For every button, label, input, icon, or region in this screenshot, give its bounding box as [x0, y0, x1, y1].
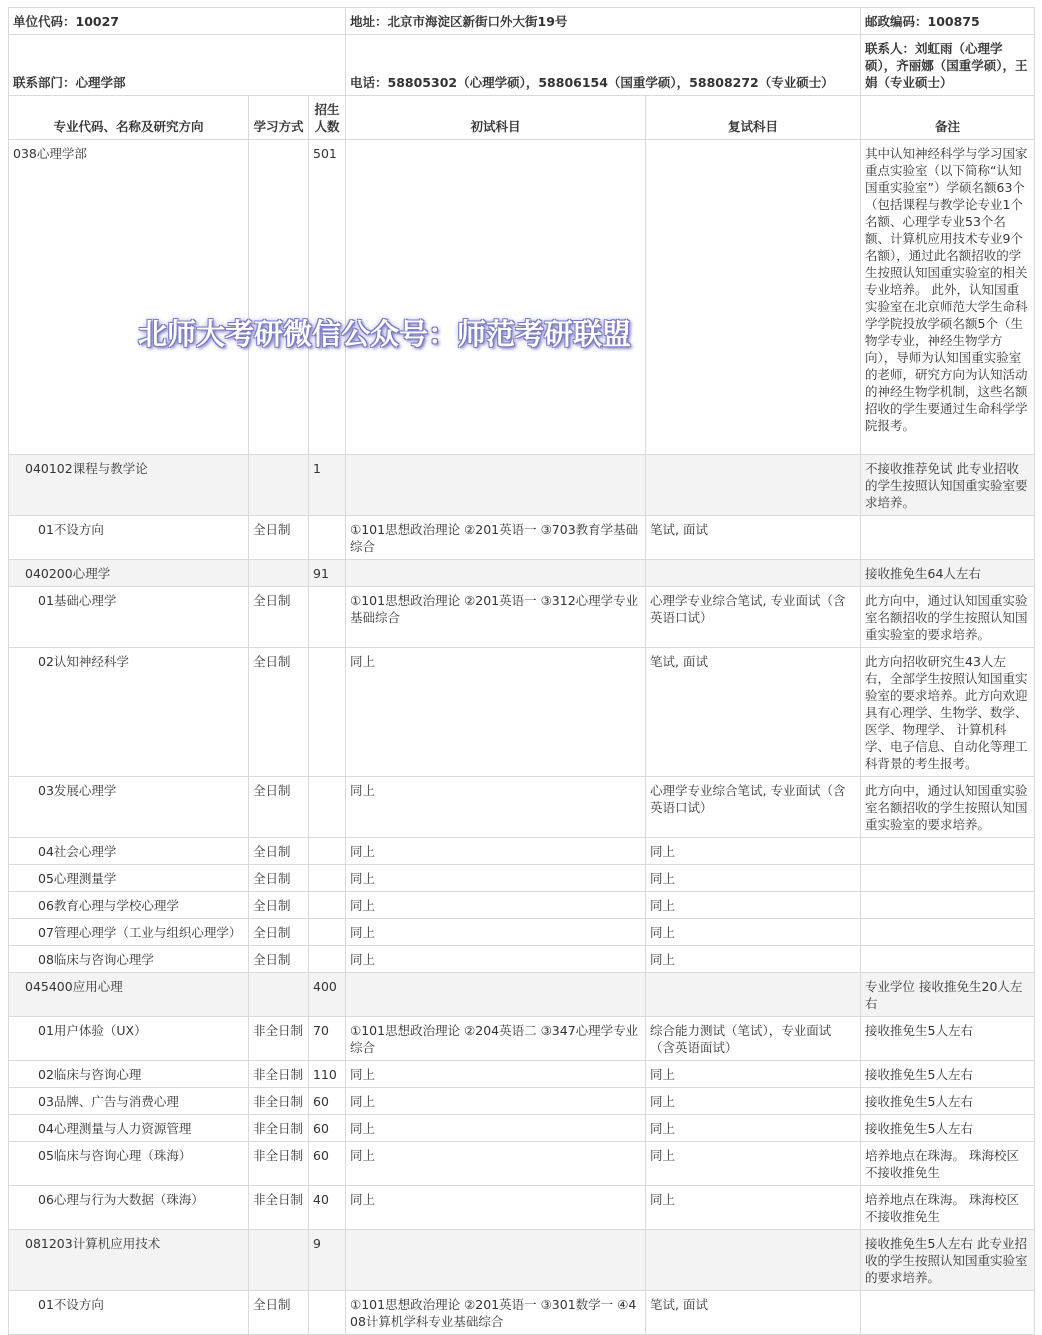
cell-remark: 接收推免生5人左右 此专业招收的学生按照认知国重实验室的要求培养。 — [861, 1230, 1035, 1291]
table-row — [9, 865, 1035, 892]
cell-quota — [309, 648, 346, 777]
table-row — [9, 1291, 1035, 1335]
cell-mode: 全日制 — [249, 648, 309, 777]
cell-first-exam: 同上 — [346, 892, 646, 919]
contact-dept: 联系部门：心理学部 — [9, 35, 346, 96]
cell-second-exam: 同上 — [646, 1186, 861, 1230]
cell-remark: 此方向中，通过认知国重实验室名额招收的学生按照认知国重实验室的要求培养。 — [861, 777, 1035, 838]
cell-quota — [309, 587, 346, 648]
table-row — [9, 1142, 1035, 1186]
cell-first-exam: 同上 — [346, 1186, 646, 1230]
cell-major: 01基础心理学 — [9, 587, 249, 648]
table-row — [9, 560, 1035, 587]
table-row — [9, 1017, 1035, 1061]
cell-mode: 全日制 — [249, 587, 309, 648]
cell-mode: 非全日制 — [249, 1186, 309, 1230]
cell-second-exam: 同上 — [646, 1115, 861, 1142]
header-row-1 — [9, 8, 1035, 35]
table-row — [9, 455, 1035, 516]
cell-mode: 非全日制 — [249, 1142, 309, 1186]
watermark-text: 北师大考研微信公众号：师范考研联盟 — [138, 317, 632, 351]
cell-quota: 400 — [309, 973, 346, 1017]
cell-mode: 全日制 — [249, 865, 309, 892]
cell-major: 06心理与行为大数据（珠海） — [9, 1186, 249, 1230]
cell-second-exam — [646, 973, 861, 1017]
cell-major: 081203计算机应用技术 — [9, 1230, 249, 1291]
cell-quota — [309, 777, 346, 838]
cell-remark: 不接收推荐免试 此专业招收的学生按照认知国重实验室要求培养。 — [861, 455, 1035, 516]
col-quota: 招生人数 — [309, 96, 346, 140]
cell-remark — [861, 892, 1035, 919]
table-row — [9, 1115, 1035, 1142]
cell-quota — [309, 919, 346, 946]
cell-first-exam: 同上 — [346, 865, 646, 892]
cell-mode: 全日制 — [249, 516, 309, 560]
table-row — [9, 973, 1035, 1017]
cell-major: 038心理学部 — [9, 140, 249, 455]
cell-first-exam: 同上 — [346, 919, 646, 946]
admissions-table — [8, 7, 1035, 1335]
cell-remark: 培养地点在珠海。 珠海校区不接收推免生 — [861, 1142, 1035, 1186]
cell-second-exam: 笔试, 面试 — [646, 1291, 861, 1335]
cell-remark: 此方向招收研究生43人左右，全部学生按照认知国重实验室的要求培养。此方向欢迎具有心理学、生物学、数学、医学、物理学、 计算机科学、电子信息、自动化等理工科背景的考生报考。 — [861, 648, 1035, 777]
cell-remark — [861, 865, 1035, 892]
cell-major: 05心理测量学 — [9, 865, 249, 892]
cell-second-exam — [646, 560, 861, 587]
cell-major: 02认知神经科学 — [9, 648, 249, 777]
cell-major: 03发展心理学 — [9, 777, 249, 838]
table-row — [9, 1186, 1035, 1230]
cell-first-exam — [346, 455, 646, 516]
postcode: 邮政编码：100875 — [861, 8, 1035, 35]
cell-major: 04心理测量与人力资源管理 — [9, 1115, 249, 1142]
cell-mode — [249, 560, 309, 587]
cell-mode: 非全日制 — [249, 1061, 309, 1088]
cell-quota — [309, 838, 346, 865]
cell-mode: 非全日制 — [249, 1017, 309, 1061]
cell-major: 01不设方向 — [9, 516, 249, 560]
cell-remark — [861, 1291, 1035, 1335]
phone: 电话：58805302（心理学硕），58806154（国重学硕），58808272（专业硕士） — [346, 35, 861, 96]
cell-mode: 全日制 — [249, 892, 309, 919]
cell-remark: 其中认知神经科学与学习国家重点实验室（以下简称“认知国重实验室”）学硕名额63个（包括课程与教学论专业1个名额、心理学专业53个名额、计算机应用技术专业9个名额），通过此名额招收的学生按照认知国重实验室的相关专业培养。 此外，认知国重实验室在北京师范大学生命科学学院投放学硕名额5个（生物学专业，神经生物学方向），导师为认知国重实验室的老师，研究方向为认知活动的神经生物学机制，这些名额招收的学生要通过生命科学学院报考。 — [861, 140, 1035, 455]
cell-second-exam: 同上 — [646, 919, 861, 946]
cell-major: 05临床与咨询心理（珠海） — [9, 1142, 249, 1186]
cell-second-exam: 同上 — [646, 1061, 861, 1088]
cell-first-exam — [346, 1230, 646, 1291]
cell-remark: 接收推免生64人左右 — [861, 560, 1035, 587]
cell-remark: 接收推免生5人左右 — [861, 1017, 1035, 1061]
table-row — [9, 648, 1035, 777]
cell-first-exam: 同上 — [346, 946, 646, 973]
table-row — [9, 1061, 1035, 1088]
col-major: 专业代码、名称及研究方向 — [9, 96, 249, 140]
cell-mode: 全日制 — [249, 919, 309, 946]
col-second-exam: 复试科目 — [646, 96, 861, 140]
cell-remark — [861, 919, 1035, 946]
cell-mode: 全日制 — [249, 1291, 309, 1335]
table-row — [9, 946, 1035, 973]
cell-quota: 9 — [309, 1230, 346, 1291]
cell-quota: 501 — [309, 140, 346, 455]
cell-second-exam: 笔试, 面试 — [646, 516, 861, 560]
cell-second-exam — [646, 1230, 861, 1291]
table-row — [9, 919, 1035, 946]
table-row — [9, 838, 1035, 865]
cell-mode — [249, 973, 309, 1017]
cell-remark: 专业学位 接收推免生20人左右 — [861, 973, 1035, 1017]
cell-remark — [861, 838, 1035, 865]
cell-quota — [309, 892, 346, 919]
cell-quota: 1 — [309, 455, 346, 516]
cell-second-exam: 同上 — [646, 1142, 861, 1186]
table-row — [9, 140, 1035, 455]
cell-quota: 60 — [309, 1115, 346, 1142]
cell-first-exam: 同上 — [346, 838, 646, 865]
cell-first-exam: ①101思想政治理论 ②201英语一 ③301数学一 ④408计算机学科专业基础综合 — [346, 1291, 646, 1335]
cell-second-exam: 同上 — [646, 1088, 861, 1115]
cell-first-exam: ①101思想政治理论 ②201英语一 ③312心理学专业基础综合 — [346, 587, 646, 648]
cell-quota — [309, 865, 346, 892]
cell-first-exam: ①101思想政治理论 ②204英语二 ③347心理学专业综合 — [346, 1017, 646, 1061]
cell-first-exam: ①101思想政治理论 ②201英语一 ③703教育学基础综合 — [346, 516, 646, 560]
cell-second-exam: 心理学专业综合笔试, 专业面试（含英语口试） — [646, 587, 861, 648]
cell-first-exam — [346, 560, 646, 587]
cell-major: 040200心理学 — [9, 560, 249, 587]
cell-mode — [249, 455, 309, 516]
cell-second-exam: 综合能力测试（笔试），专业面试（含英语面试） — [646, 1017, 861, 1061]
table-row — [9, 1230, 1035, 1291]
cell-first-exam — [346, 973, 646, 1017]
header-row-2 — [9, 35, 1035, 96]
table-row — [9, 777, 1035, 838]
cell-quota: 60 — [309, 1142, 346, 1186]
cell-mode — [249, 1230, 309, 1291]
cell-major: 03品牌、广告与消费心理 — [9, 1088, 249, 1115]
cell-second-exam: 同上 — [646, 838, 861, 865]
cell-major: 01不设方向 — [9, 1291, 249, 1335]
table-row — [9, 516, 1035, 560]
cell-first-exam: 同上 — [346, 1115, 646, 1142]
cell-quota — [309, 516, 346, 560]
col-mode: 学习方式 — [249, 96, 309, 140]
cell-remark: 接收推免生5人左右 — [861, 1115, 1035, 1142]
cell-first-exam: 同上 — [346, 1061, 646, 1088]
table-row — [9, 1088, 1035, 1115]
cell-major: 045400应用心理 — [9, 973, 249, 1017]
cell-second-exam: 同上 — [646, 892, 861, 919]
cell-quota: 40 — [309, 1186, 346, 1230]
cell-mode: 全日制 — [249, 838, 309, 865]
cell-mode: 非全日制 — [249, 1115, 309, 1142]
cell-quota: 110 — [309, 1061, 346, 1088]
unit-code: 单位代码：10027 — [9, 8, 346, 35]
cell-quota: 70 — [309, 1017, 346, 1061]
cell-major: 02临床与咨询心理 — [9, 1061, 249, 1088]
column-header-row — [9, 96, 1035, 140]
cell-second-exam: 心理学专业综合笔试, 专业面试（含英语口试） — [646, 777, 861, 838]
table-row — [9, 587, 1035, 648]
cell-major: 06教育心理与学校心理学 — [9, 892, 249, 919]
cell-quota — [309, 946, 346, 973]
cell-mode: 全日制 — [249, 777, 309, 838]
cell-mode: 全日制 — [249, 946, 309, 973]
cell-remark: 接收推免生5人左右 — [861, 1061, 1035, 1088]
cell-first-exam: 同上 — [346, 648, 646, 777]
cell-quota: 91 — [309, 560, 346, 587]
cell-second-exam — [646, 455, 861, 516]
contact-person: 联系人：刘虹雨（心理学硕），齐丽娜（国重学硕），王娟（专业硕士） — [861, 35, 1035, 96]
cell-remark: 培养地点在珠海。 珠海校区不接收推免生 — [861, 1186, 1035, 1230]
cell-remark: 接收推免生5人左右 — [861, 1088, 1035, 1115]
col-first-exam: 初试科目 — [346, 96, 646, 140]
cell-remark — [861, 516, 1035, 560]
cell-major: 07管理心理学（工业与组织心理学） — [9, 919, 249, 946]
cell-second-exam — [646, 140, 861, 455]
cell-first-exam: 同上 — [346, 1088, 646, 1115]
cell-quota: 60 — [309, 1088, 346, 1115]
cell-major: 01用户体验（UX） — [9, 1017, 249, 1061]
cell-major: 04社会心理学 — [9, 838, 249, 865]
cell-first-exam — [346, 140, 646, 455]
cell-mode: 非全日制 — [249, 1088, 309, 1115]
cell-mode — [249, 140, 309, 455]
cell-first-exam: 同上 — [346, 1142, 646, 1186]
address: 地址：北京市海淀区新街口外大街19号 — [346, 8, 861, 35]
cell-remark — [861, 946, 1035, 973]
col-remark: 备注 — [861, 96, 1035, 140]
cell-quota — [309, 1291, 346, 1335]
cell-second-exam: 同上 — [646, 865, 861, 892]
cell-major: 08临床与咨询心理学 — [9, 946, 249, 973]
table-row — [9, 892, 1035, 919]
cell-remark: 此方向中，通过认知国重实验室名额招收的学生按照认知国重实验室的要求培养。 — [861, 587, 1035, 648]
cell-second-exam: 同上 — [646, 946, 861, 973]
cell-major: 040102课程与教学论 — [9, 455, 249, 516]
cell-first-exam: 同上 — [346, 777, 646, 838]
cell-second-exam: 笔试, 面试 — [646, 648, 861, 777]
